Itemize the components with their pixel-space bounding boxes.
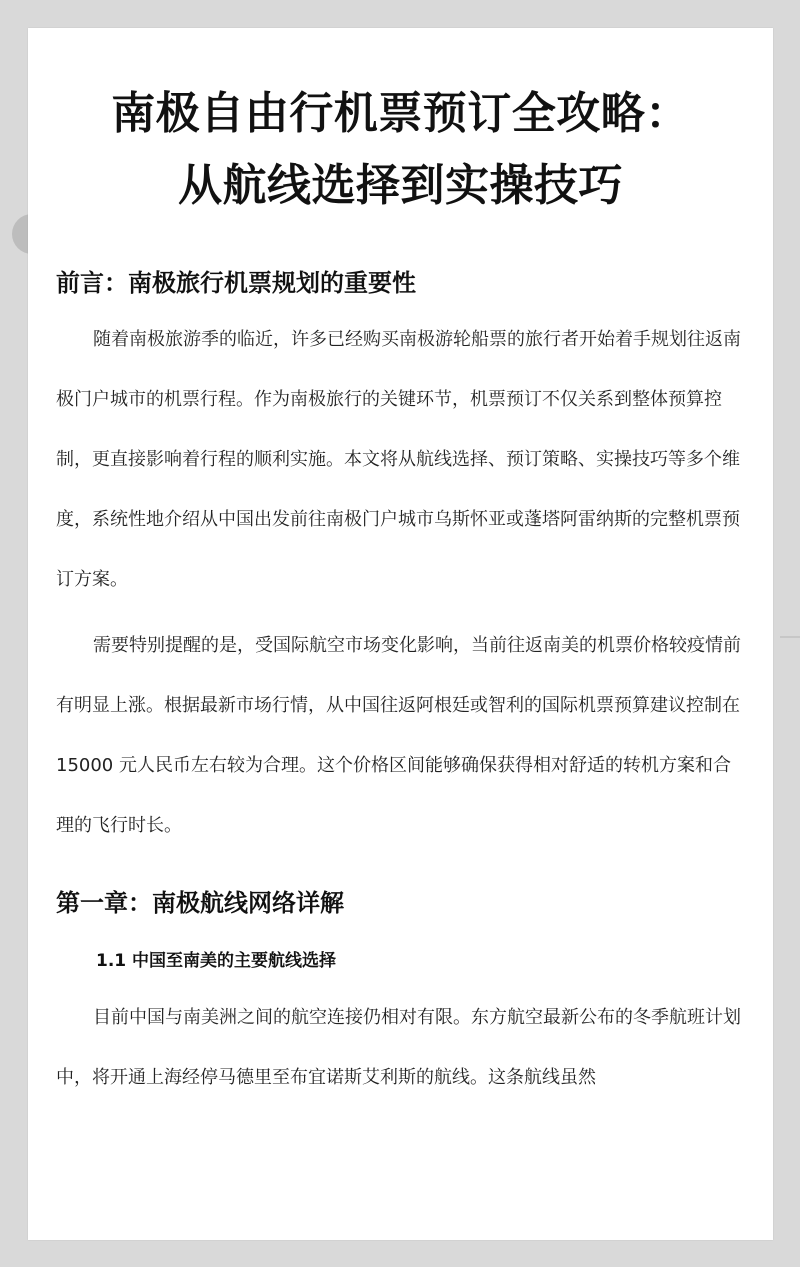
preface-paragraph-2: 需要特别提醒的是，受国际航空市场变化影响，当前往返南美的机票价格较疫情前有明显上涨。根据最新市场行情，从中国往返阿根廷或智利的国际机票预算建议控制在 15000 元人民币左右较为合理。这个价格区间能够确保获得相对舒适的转机方案和合理的飞行时长。 bbox=[56, 635, 741, 836]
background-line bbox=[780, 636, 800, 638]
document-title bbox=[28, 78, 773, 222]
preface-paragraph-1: 随着南极旅游季的临近，许多已经购买南极游轮船票的旅行者开始着手规划往返南极门户城市的机票行程。作为南极旅行的关键环节，机票预订不仅关系到整体预算控制，更直接影响着行程的顺利实施。本文将从航线选择、预订策略、实操技巧等多个维度，系统性地介绍从中国出发前往南极门户城市乌斯怀亚或蓬塔阿雷纳斯的完整机票预订方案。 bbox=[56, 329, 741, 590]
section-1-1-paragraph: 目前中国与南美洲之间的航空连接仍相对有限。东方航空最新公布的冬季航班计划中，将开通上海经停马德里至布宜诺斯艾利斯的航线。这条航线虽然 bbox=[56, 1007, 741, 1088]
preface-heading: 前言：南极旅行机票规划的重要性 bbox=[56, 269, 416, 297]
chapter-1-heading: 第一章：南极航线网络详解 bbox=[56, 889, 344, 917]
title-line-2: 从航线选择到实操技巧 bbox=[178, 160, 623, 211]
section-1-1-heading: 1.1 中国至南美的主要航线选择 bbox=[96, 951, 337, 971]
title-line-1: 南极自由行机票预订全攻略： bbox=[111, 88, 690, 139]
document-page bbox=[28, 28, 773, 1240]
